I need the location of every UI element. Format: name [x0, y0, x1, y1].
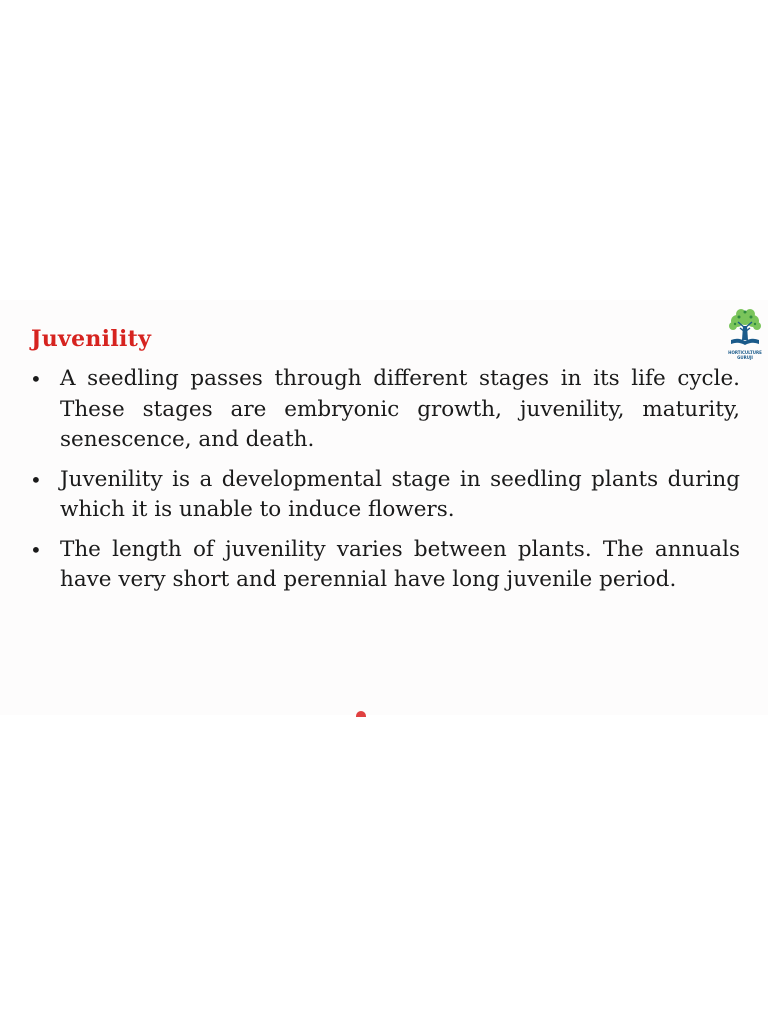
tree-trunk [742, 326, 748, 340]
bullet-dot-icon: • [30, 467, 42, 492]
bullet-text: Juvenility is a developmental stage in seedling plants during which it is unable to induce flowers. [60, 466, 740, 522]
logo-caption: HORTICULTURE GURUJI [728, 350, 762, 360]
bullet-dot-icon: • [30, 367, 42, 391]
slide-title: Juvenility [31, 326, 152, 352]
bullet-text: A seedling passes through different stages in its life cycle. These stages are embryonic growth, juvenility, maturity, senescence, and death. [60, 366, 740, 452]
bullet-list [28, 364, 740, 605]
bullet-item [28, 465, 740, 526]
bullet-dot-icon: • [30, 537, 42, 562]
bullet-item [28, 535, 740, 596]
laser-pointer-icon [356, 711, 366, 717]
bullet-item [28, 364, 740, 456]
bullet-text: The length of juvenility varies between plants. The annuals have very short and perennial have long juvenile period. [60, 536, 740, 592]
